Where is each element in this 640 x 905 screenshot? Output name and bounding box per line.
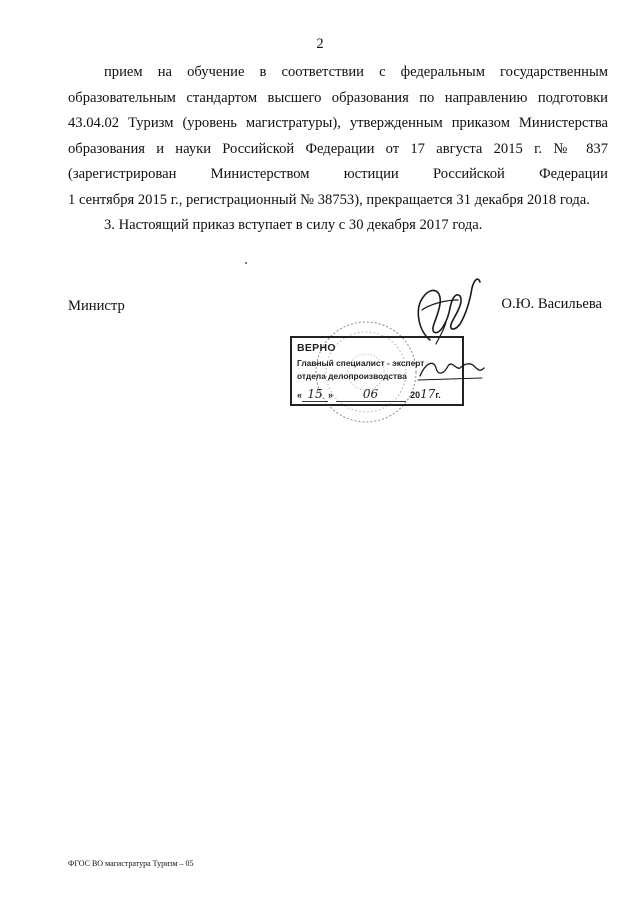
signatory-position: Министр — [68, 298, 125, 314]
stamp-department: отдела делопроизводства — [297, 371, 407, 381]
date-open-quote: « — [297, 390, 303, 400]
footer-label: ФГОС ВО магистратура Туризм – 05 — [68, 859, 194, 868]
text-line: образования и науки Российской Федерации от 17 августа 2015 г. № 837 — [68, 140, 608, 157]
text-line: (зарегистрирован Министерством юстиции Российской Федерации — [68, 166, 608, 182]
date-month: 06 — [336, 387, 406, 402]
stamp-signature — [416, 352, 486, 386]
date-close-quote: » — [328, 390, 334, 400]
text-line: 43.04.02 Туризм (уровень магистратуры), утвержденным приказом Министерства — [68, 115, 608, 131]
stamp-date — [297, 387, 457, 402]
signatory-name: О.Ю. Васильева — [501, 296, 602, 312]
body-text — [68, 60, 608, 239]
date-year: 20 — [410, 390, 421, 400]
stray-mark — [245, 262, 247, 264]
page-number: 2 — [316, 36, 324, 52]
date-year-suffix: 17 — [420, 387, 436, 401]
date-day: 15 — [302, 387, 328, 402]
text-line: образовательным стандартом высшего образования по направлению подготовки — [68, 89, 608, 106]
stamp-verno: ВЕРНО — [297, 342, 336, 354]
text-line: прием на обучение в соответствии с федеральным государственным — [104, 64, 608, 80]
text-line-paragraph-3: 3. Настоящий приказ вступает в силу с 30 декабря 2017 года. — [104, 217, 483, 233]
text-line: 1 сентября 2015 г., регистрационный № 38753), прекращается 31 декабря 2018 года. — [68, 191, 590, 208]
date-year-end: г. — [435, 390, 441, 400]
stamp-title: Главный специалист - эксперт — [297, 358, 425, 368]
